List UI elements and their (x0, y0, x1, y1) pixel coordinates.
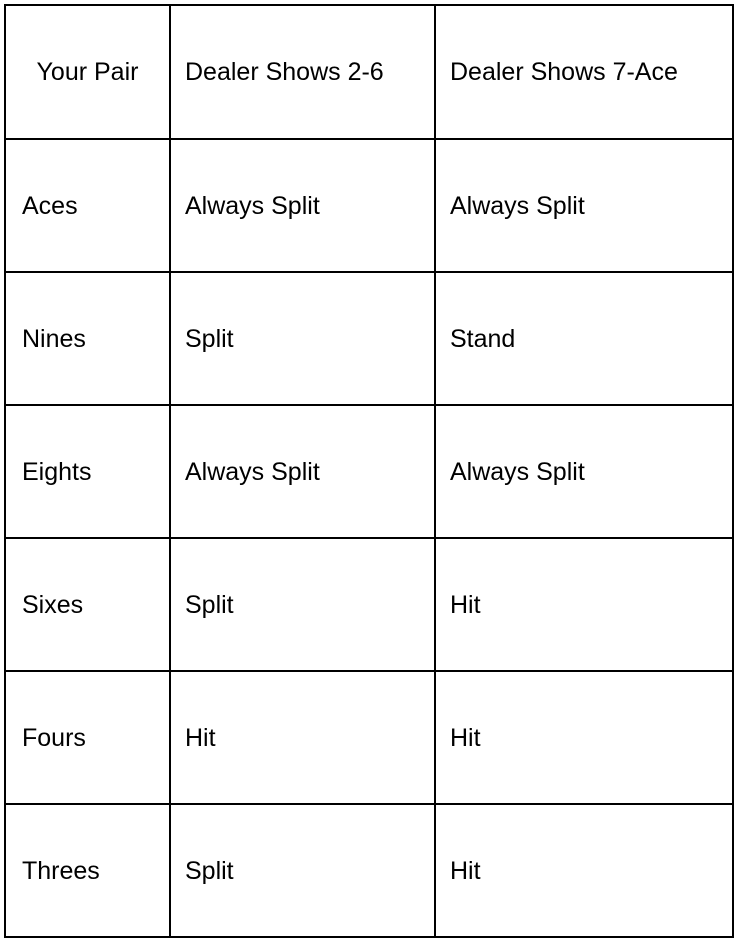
cell-dealer-low: Hit (170, 671, 435, 804)
table-row (5, 139, 733, 272)
table-header (5, 5, 733, 139)
table-row (5, 538, 733, 671)
cell-pair: Eights (5, 405, 170, 538)
cell-dealer-high: Always Split (435, 139, 733, 272)
cell-dealer-low: Split (170, 272, 435, 405)
column-header-dealer-shows-7-ace: Dealer Shows 7-Ace (435, 5, 733, 139)
cell-dealer-high: Stand (435, 272, 733, 405)
cell-pair: Aces (5, 139, 170, 272)
table-header-row (5, 5, 733, 139)
cell-dealer-high: Hit (435, 804, 733, 937)
cell-dealer-low: Always Split (170, 139, 435, 272)
cell-dealer-high: Hit (435, 538, 733, 671)
cell-dealer-high: Always Split (435, 405, 733, 538)
table-row (5, 804, 733, 937)
pair-splitting-strategy-table (4, 4, 734, 938)
cell-pair: Nines (5, 272, 170, 405)
cell-pair: Sixes (5, 538, 170, 671)
table-row (5, 405, 733, 538)
table-row (5, 671, 733, 804)
column-header-dealer-shows-2-6: Dealer Shows 2-6 (170, 5, 435, 139)
cell-dealer-low: Split (170, 804, 435, 937)
cell-pair: Threes (5, 804, 170, 937)
column-header-your-pair: Your Pair (5, 5, 170, 139)
cell-dealer-low: Split (170, 538, 435, 671)
table-body (5, 139, 733, 937)
cell-dealer-high: Hit (435, 671, 733, 804)
table-row (5, 272, 733, 405)
cell-dealer-low: Always Split (170, 405, 435, 538)
cell-pair: Fours (5, 671, 170, 804)
